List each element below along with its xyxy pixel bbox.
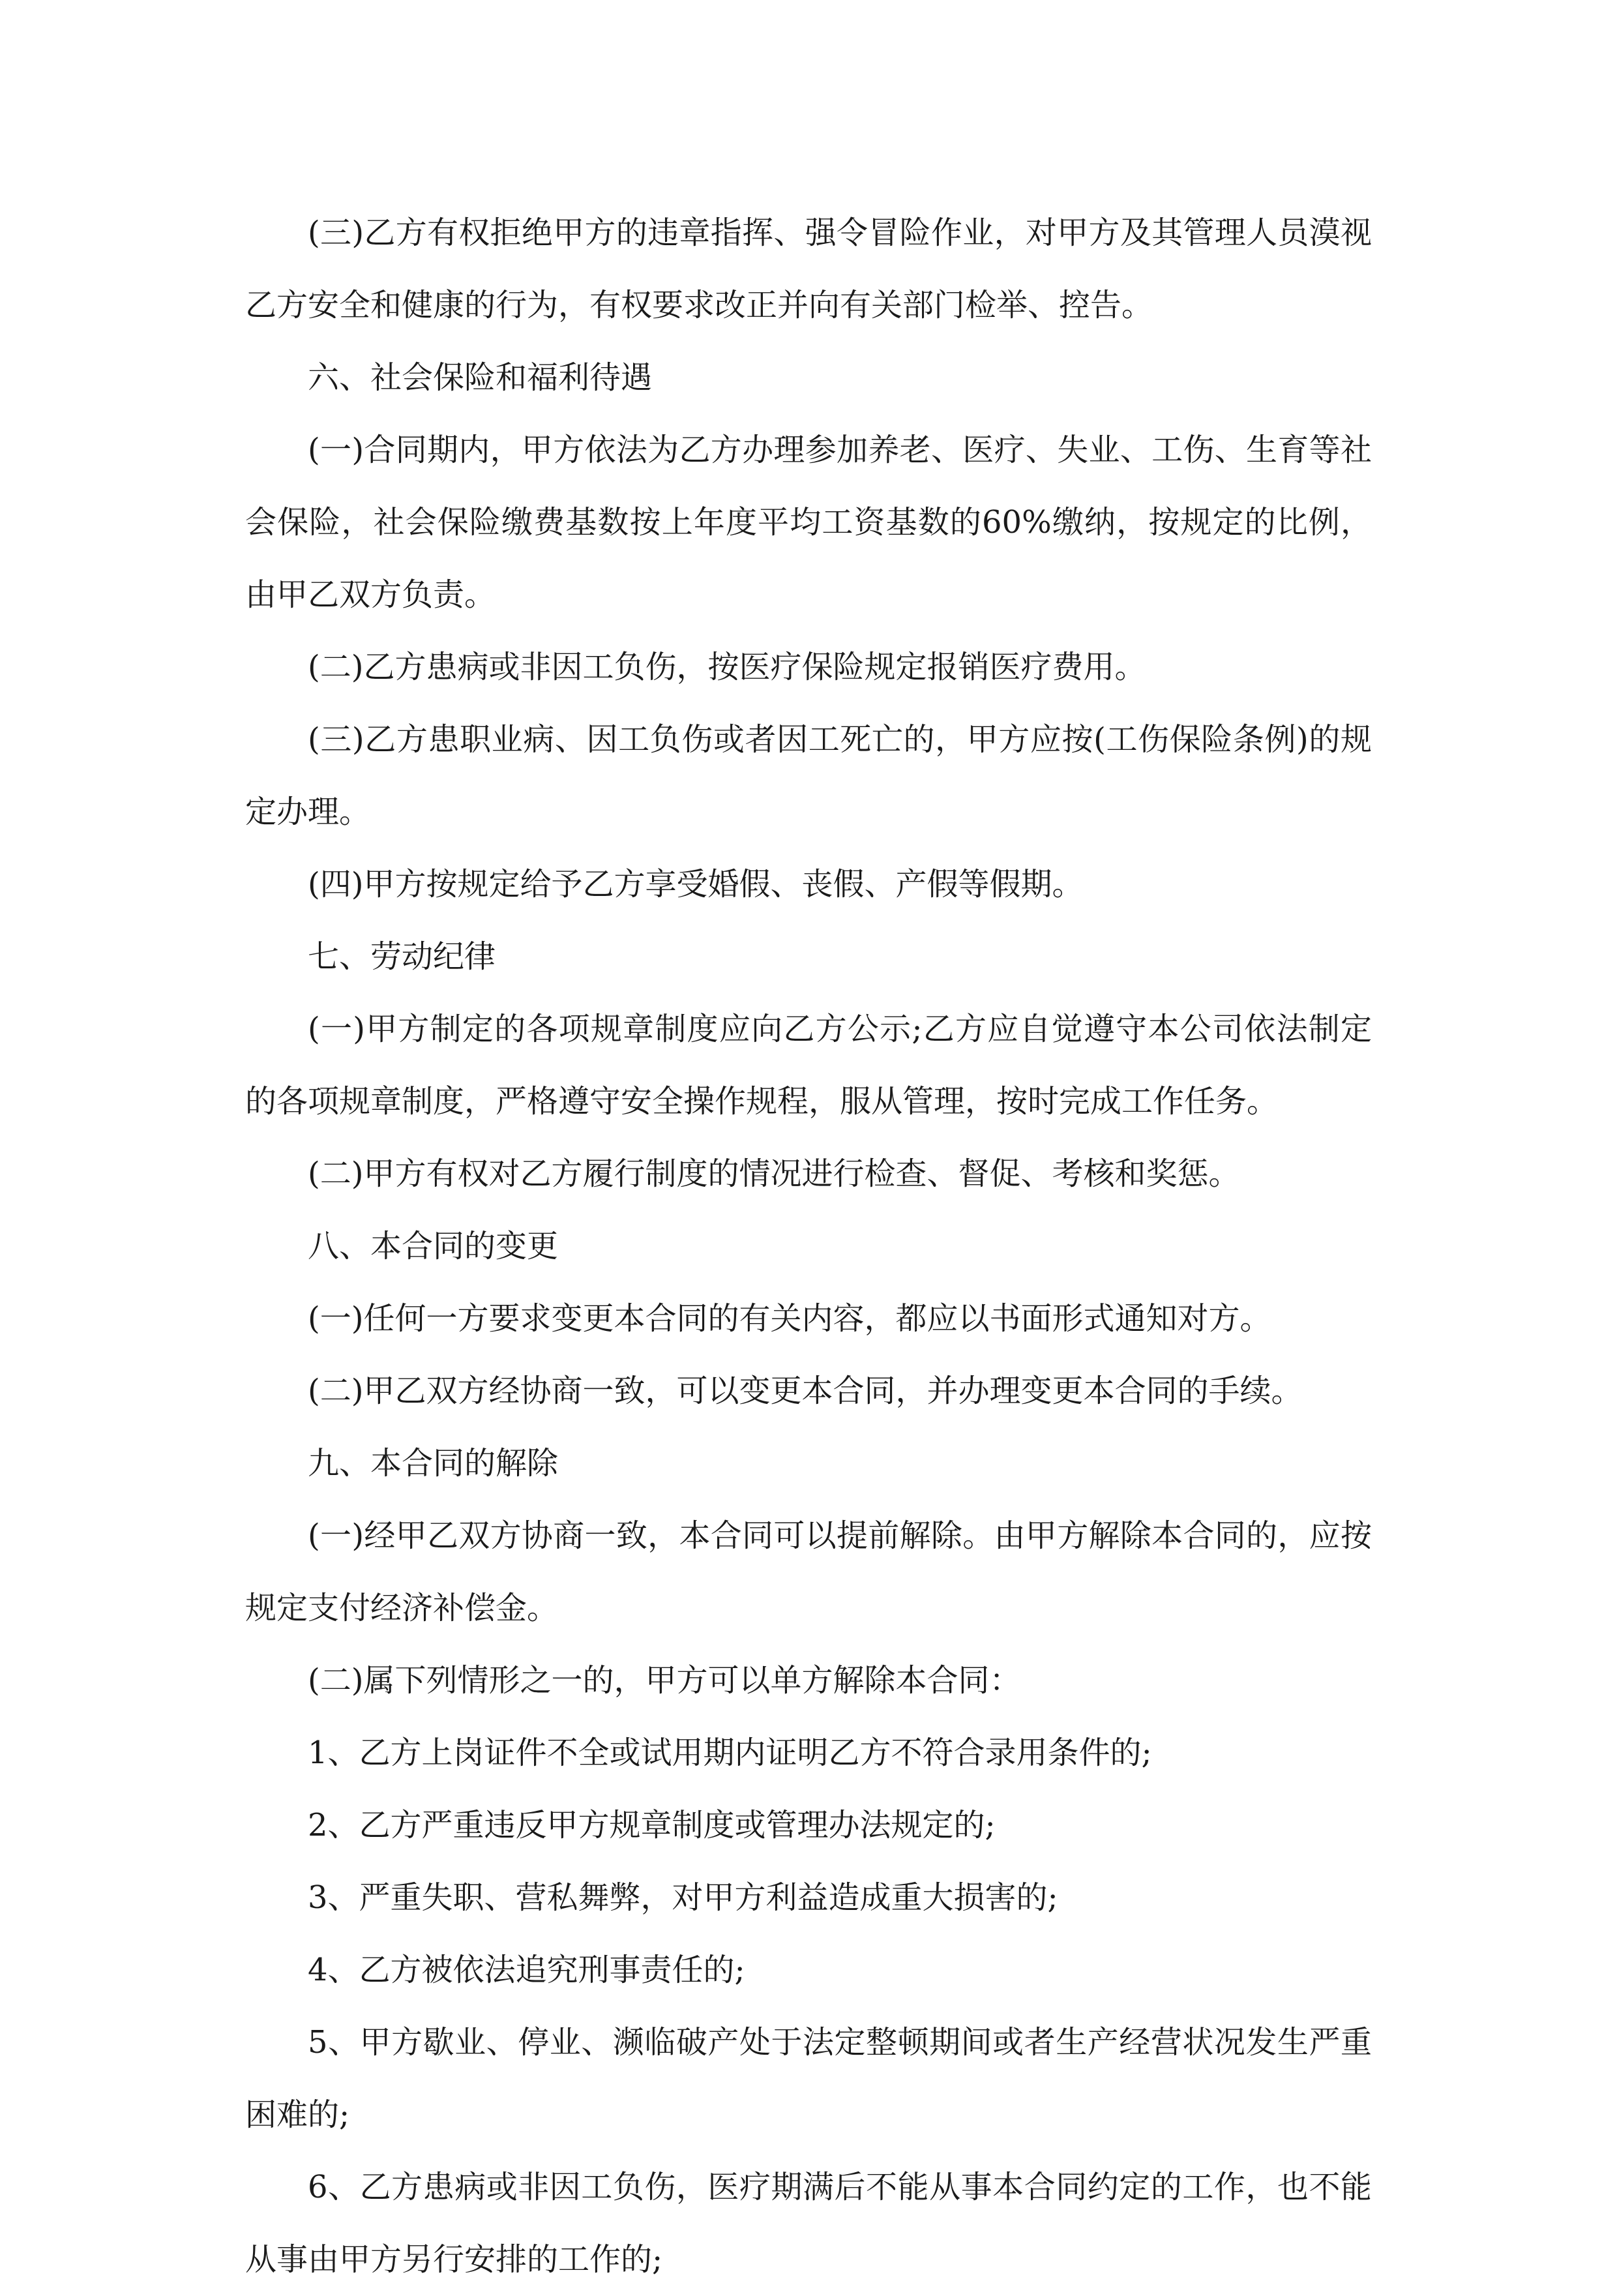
paragraph-clause-8-1: (一)任何一方要求变更本合同的有关内容，都应以书面形式通知对方。 (308, 1300, 1271, 1337)
list-item-5: 5、甲方歇业、停业、濒临破产处于法定整顿期间或者生产经营状况发生严重困难的; (245, 2024, 1372, 2133)
paragraph-clause-7-1: (一)甲方制定的各项规章制度应向乙方公示;乙方应自觉遵守本公司依法制定的各项规章制度，严格遵守安全操作规程，服从管理，按时完成工作任务。 (245, 1011, 1372, 1120)
list-item-2: 2、乙方严重违反甲方规章制度或管理办法规定的; (308, 1807, 996, 1843)
paragraph-clause-6-3: (三)乙方患职业病、因工负伤或者因工死亡的，甲方应按(工伤保险条例)的规定办理。 (245, 721, 1372, 830)
list-item-4: 4、乙方被依法追究刑事责任的; (308, 1952, 745, 1988)
section-heading-8: 八、本合同的变更 (308, 1228, 559, 1264)
paragraph-clause-5-3: (三)乙方有权拒绝甲方的违章指挥、强令冒险作业，对甲方及其管理人员漠视乙方安全和健康的行为，有权要求改正并向有关部门检举、控告。 (245, 215, 1372, 323)
paragraph-clause-8-2: (二)甲乙双方经协商一致，可以变更本合同，并办理变更本合同的手续。 (308, 1373, 1303, 1409)
list-item-6: 6、乙方患病或非因工负伤，医疗期满后不能从事本合同约定的工作，也不能从事由甲方另行安排的工作的; (245, 2169, 1372, 2278)
paragraph-clause-9-1: (一)经甲乙双方协商一致，本合同可以提前解除。由甲方解除本合同的，应按规定支付经济补偿金。 (245, 1517, 1372, 1626)
document-body (245, 197, 1372, 2296)
section-heading-9: 九、本合同的解除 (308, 1445, 559, 1482)
list-item-3: 3、严重失职、营私舞弊，对甲方利益造成重大损害的; (308, 1879, 1058, 1916)
list-item-1: 1、乙方上岗证件不全或试用期内证明乙方不符合录用条件的; (308, 1735, 1152, 1771)
section-heading-7: 七、劳动纪律 (308, 938, 496, 975)
paragraph-clause-6-4: (四)甲方按规定给予乙方享受婚假、丧假、产假等假期。 (308, 866, 1084, 902)
section-heading-6: 六、社会保险和福利待遇 (308, 359, 653, 396)
paragraph-clause-6-2: (二)乙方患病或非因工负伤，按医疗保险规定报销医疗费用。 (308, 649, 1146, 685)
paragraph-clause-9-2: (二)属下列情形之一的，甲方可以单方解除本合同： (308, 1662, 1021, 1699)
paragraph-clause-6-1: (一)合同期内，甲方依法为乙方办理参加养老、医疗、失业、工伤、生育等社会保险，社会保险缴费基数按上年度平均工资基数的60%缴纳，按规定的比例，由甲乙双方负责。 (245, 432, 1372, 613)
paragraph-clause-7-2: (二)甲方有权对乙方履行制度的情况进行检查、督促、考核和奖惩。 (308, 1155, 1240, 1192)
